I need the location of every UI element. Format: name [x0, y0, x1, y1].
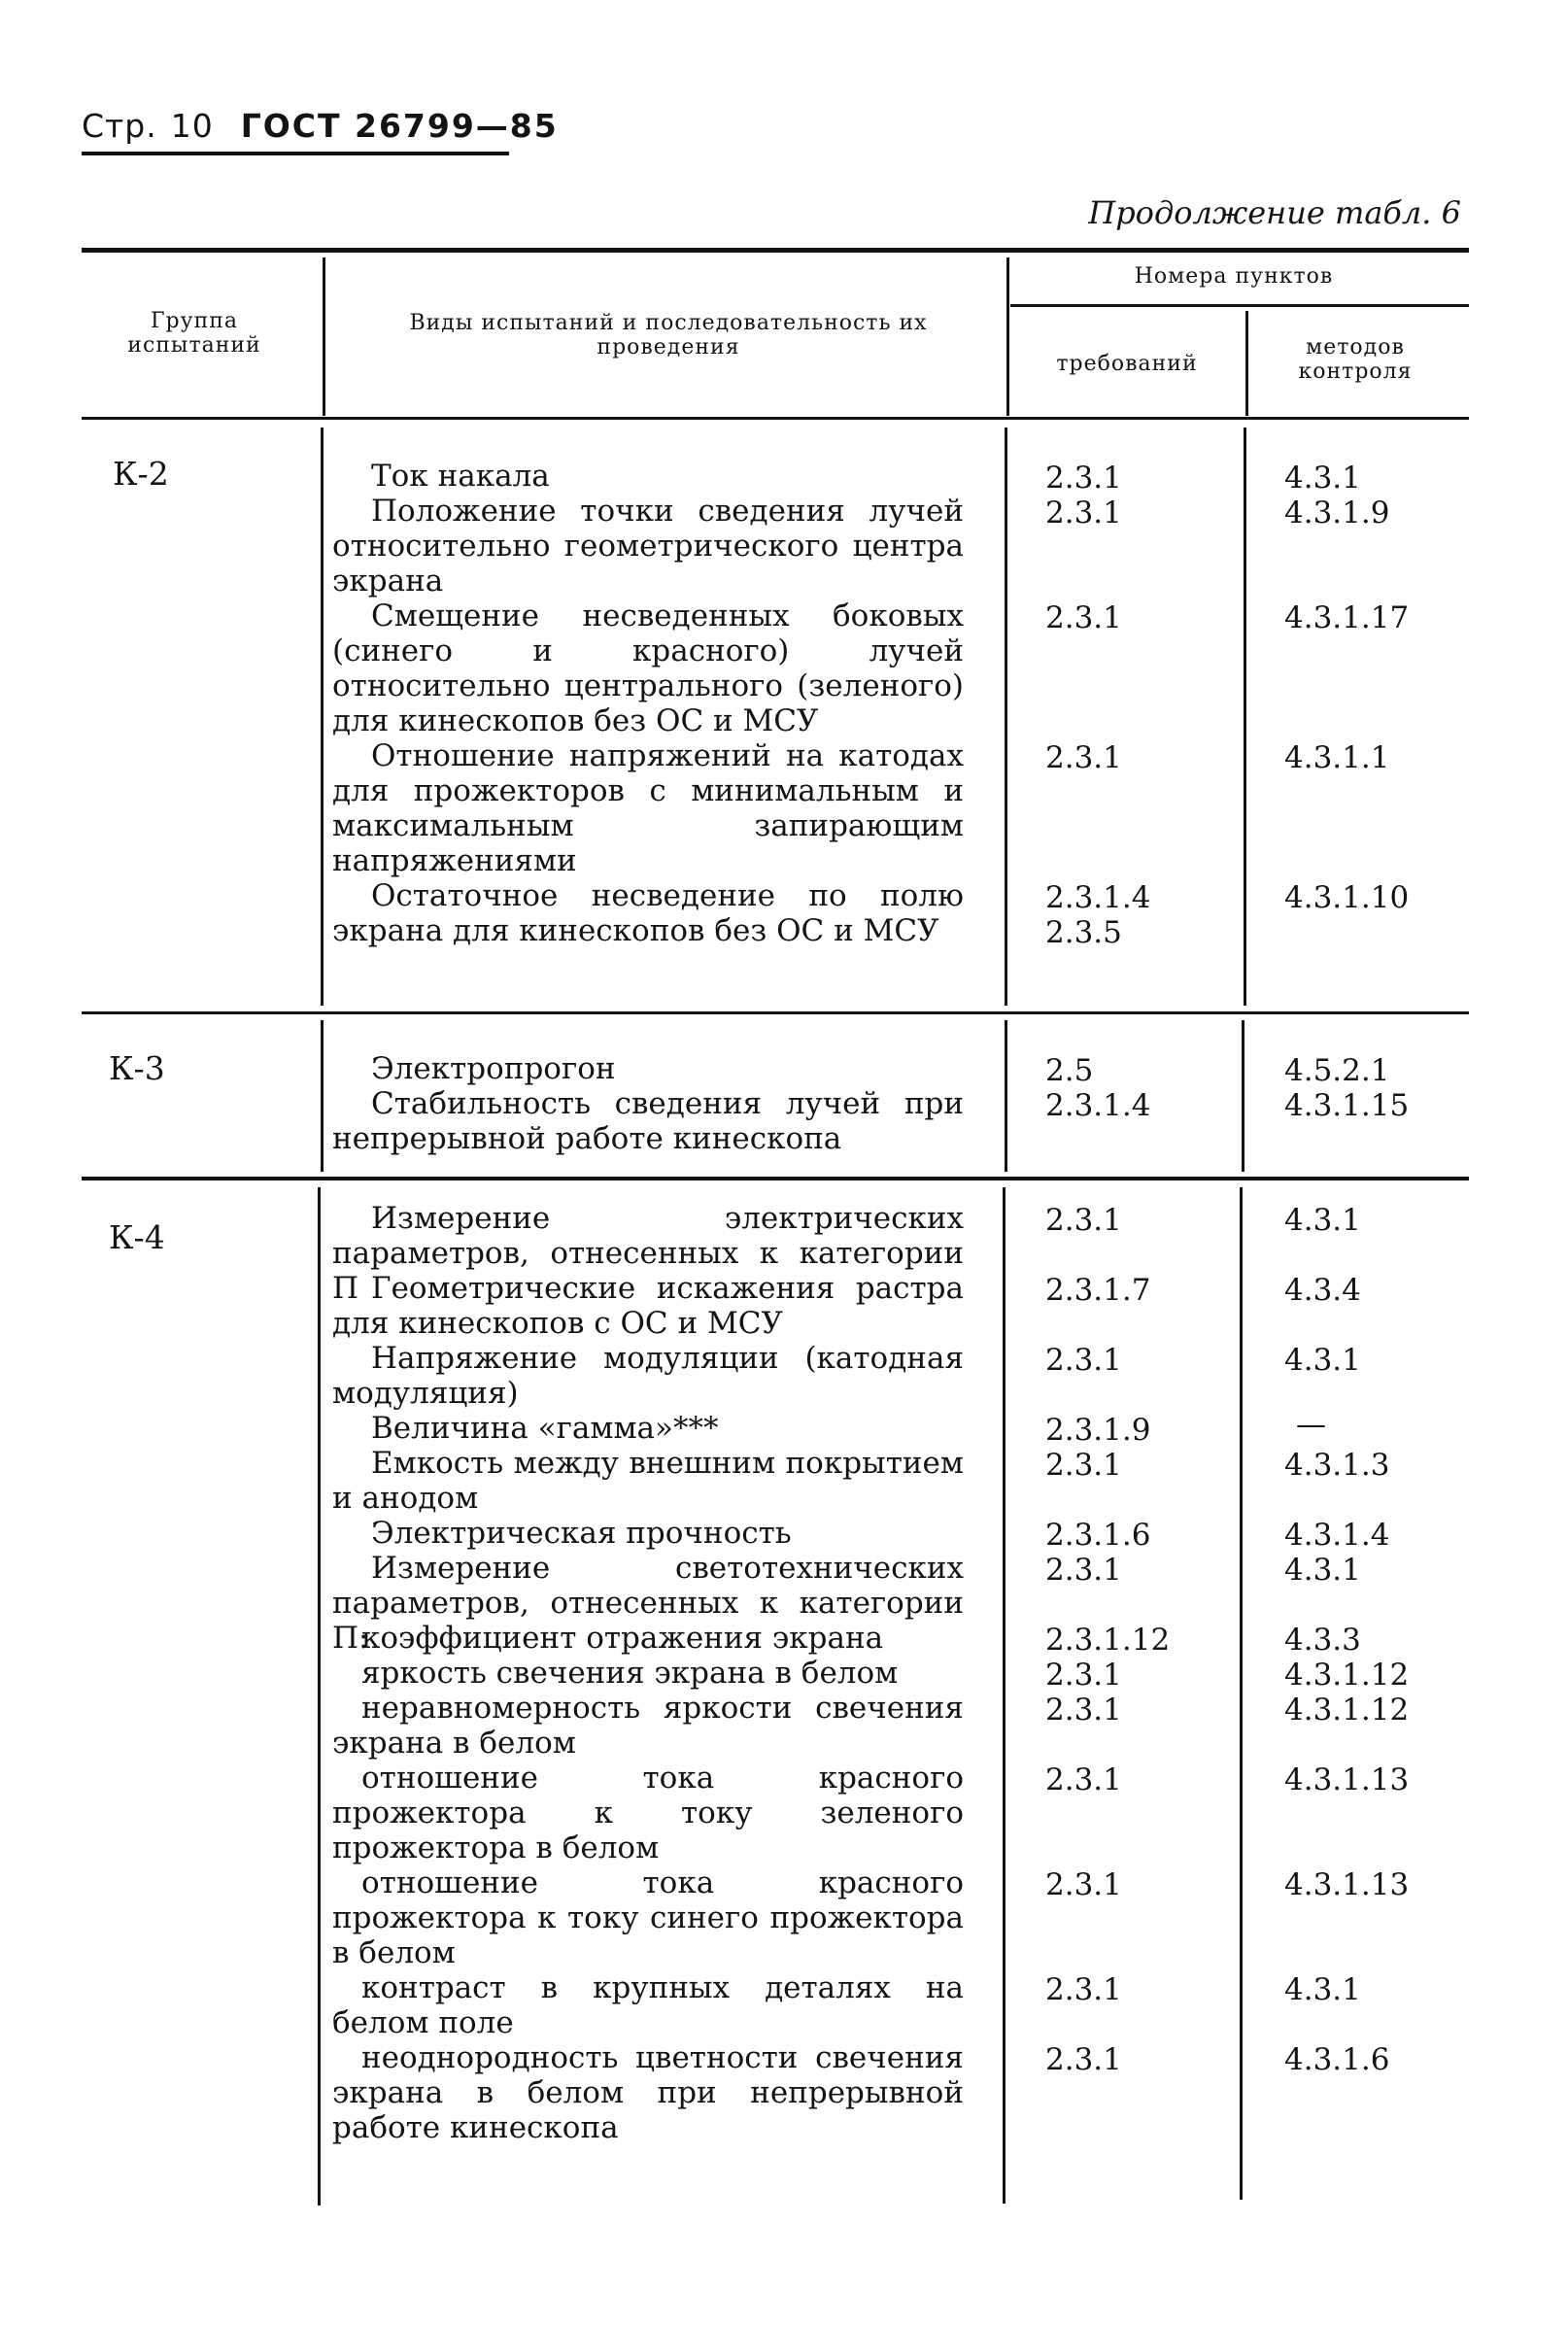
column-header-methods: методов контроля [1298, 335, 1413, 384]
method-ref: 4.3.1 [1284, 461, 1361, 496]
col-rule-3 [1245, 311, 1248, 416]
test-description: Измерение электрических параметров, отнесенных к категории П [332, 1201, 964, 1306]
test-description: Емкость между внешним покрытием и анодом [332, 1446, 964, 1516]
method-ref: 4.3.1.9 [1284, 496, 1390, 530]
col-rule-2 [1005, 428, 1007, 1006]
requirement-ref: 2.3.1 [1045, 461, 1122, 496]
requirement-ref: 2.3.1.9 [1045, 1413, 1151, 1448]
test-description: неравномерность яркости свечения экрана в белом [332, 1691, 964, 1761]
test-description: Смещение несведенных боковых (синего и красного) лучей относительно центрального (зеленого) для кинескопов без ОС и МСУ [332, 599, 964, 738]
col-rule-3 [1244, 428, 1246, 1006]
header-underline [82, 152, 509, 155]
method-ref: 4.3.1.17 [1284, 600, 1410, 635]
test-description: Стабильность сведения лучей при непрерывной работе кинескопа [332, 1086, 964, 1156]
test-description: контраст в крупных деталях на белом поле [332, 1970, 964, 2040]
method-ref: 4.3.4 [1284, 1273, 1361, 1308]
test-description: Электропрогон [371, 1051, 616, 1086]
group-divider-k3-k4 [82, 1177, 1469, 1180]
requirement-ref: 2.3.1 [1045, 1693, 1122, 1727]
test-description: Электрическая прочность [371, 1516, 792, 1551]
column-header-numbers: Номера пунктов [1134, 264, 1334, 289]
numbers-divider [1010, 304, 1469, 307]
test-description: яркость свечения экрана в белом [361, 1656, 899, 1691]
requirement-ref: 2.3.1 [1045, 1448, 1122, 1483]
test-description: Положение точки сведения лучей относительно геометрического центра экрана [332, 494, 964, 599]
col-rule-1 [323, 257, 325, 416]
test-description: Ток накала [371, 459, 550, 494]
col-rule-3 [1242, 1020, 1244, 1172]
standard-number: ГОСТ 26799—85 [240, 107, 559, 145]
method-ref: 4.3.1.12 [1284, 1693, 1410, 1727]
group-divider-k2-k3 [82, 1011, 1469, 1014]
test-description: отношение тока красного прожектора к току зеленого прожектора в белом [332, 1761, 964, 1865]
page-label: Стр. [82, 107, 157, 145]
requirement-ref: 2.3.1 [1045, 1762, 1122, 1797]
requirement-ref: 2.3.1 [1045, 1553, 1122, 1588]
method-ref: 4.3.3 [1284, 1623, 1361, 1658]
requirement-ref: 2.3.1 [1045, 1203, 1122, 1238]
method-ref: — [1296, 1407, 1326, 1442]
continuation-label: Продолжение табл. 6 [1088, 194, 1461, 231]
requirement-ref: 2.3.1 [1045, 740, 1122, 775]
method-ref: 4.3.1 [1284, 1553, 1361, 1588]
requirement-ref: 2.3.1.4 [1045, 880, 1151, 915]
requirement-ref: 2.3.1 [1045, 600, 1122, 635]
method-ref: 4.3.1.10 [1284, 880, 1410, 915]
group-label-k2: К-2 [113, 455, 169, 493]
requirement-ref: 2.3.1 [1045, 2042, 1122, 2077]
requirement-ref: 2.3.1.7 [1045, 1273, 1151, 1308]
requirement-ref: 2.5 [1045, 1053, 1094, 1088]
test-description: Отношение напряжений на катодах для прожекторов с минимальным и максимальным запирающим напряжениями [332, 738, 964, 878]
column-header-group: Группа испытаний [127, 309, 261, 358]
requirement-ref: 2.3.1 [1045, 1972, 1122, 2007]
method-ref: 4.3.1 [1284, 1972, 1361, 2007]
requirement-ref: 2.3.1 [1045, 1867, 1122, 1902]
test-description: Напряжение модуляции (катодная модуляция) [332, 1341, 964, 1411]
method-ref: 4.3.1.6 [1284, 2042, 1390, 2077]
col-rule-2 [1005, 1020, 1007, 1172]
group-label-k4: К-4 [109, 1218, 165, 1256]
test-description: неоднородность цветности свечения экрана в белом при непрерывной работе кинескопа [332, 2040, 964, 2145]
test-description: Геометрические искажения растра для кинескопов с ОС и МСУ [332, 1271, 964, 1341]
test-description: Величина «гамма»*** [371, 1411, 719, 1446]
page-header [82, 107, 559, 145]
col-rule-1 [318, 1187, 321, 2206]
col-rule-1 [321, 428, 324, 1006]
method-ref: 4.3.1.3 [1284, 1448, 1390, 1483]
method-ref: 4.3.1.1 [1284, 740, 1390, 775]
requirement-ref: 2.3.1.4 [1045, 1088, 1151, 1123]
table-top-rule [82, 248, 1469, 253]
requirement-ref: 2.3.5 [1045, 915, 1122, 950]
requirement-ref: 2.3.1.6 [1045, 1518, 1151, 1553]
method-ref: 4.3.1 [1284, 1343, 1361, 1378]
requirement-ref: 2.3.1.12 [1045, 1623, 1171, 1658]
header-bottom-rule [82, 417, 1469, 420]
test-description: Остаточное несведение по полю экрана для кинескопов без ОС и МСУ [332, 878, 964, 948]
col-rule-2 [1003, 1187, 1006, 2204]
requirement-ref: 2.3.1 [1045, 496, 1122, 530]
test-description: Измерение светотехнических параметров, отнесенных к категории П: [332, 1551, 964, 1656]
method-ref: 4.3.1.4 [1284, 1518, 1390, 1553]
method-ref: 4.3.1.13 [1284, 1867, 1410, 1902]
method-ref: 4.5.2.1 [1284, 1053, 1390, 1088]
column-header-requirements: требований [1056, 352, 1198, 376]
test-description: отношение тока красного прожектора к току синего прожектора в белом [332, 1865, 964, 1970]
method-ref: 4.3.1 [1284, 1203, 1361, 1238]
col-rule-3 [1240, 1187, 1243, 2200]
requirement-ref: 2.3.1 [1045, 1343, 1122, 1378]
requirement-ref: 2.3.1 [1045, 1658, 1122, 1693]
column-header-tests: Виды испытаний и последовательность их проведения [409, 311, 928, 359]
test-description: коэффициент отражения экрана [361, 1621, 884, 1656]
method-ref: 4.3.1.15 [1284, 1088, 1410, 1123]
method-ref: 4.3.1.13 [1284, 1762, 1410, 1797]
page-number: 10 [170, 107, 214, 145]
group-label-k3: К-3 [109, 1049, 165, 1087]
method-ref: 4.3.1.12 [1284, 1658, 1410, 1693]
col-rule-2 [1006, 257, 1009, 416]
col-rule-1 [321, 1020, 324, 1172]
